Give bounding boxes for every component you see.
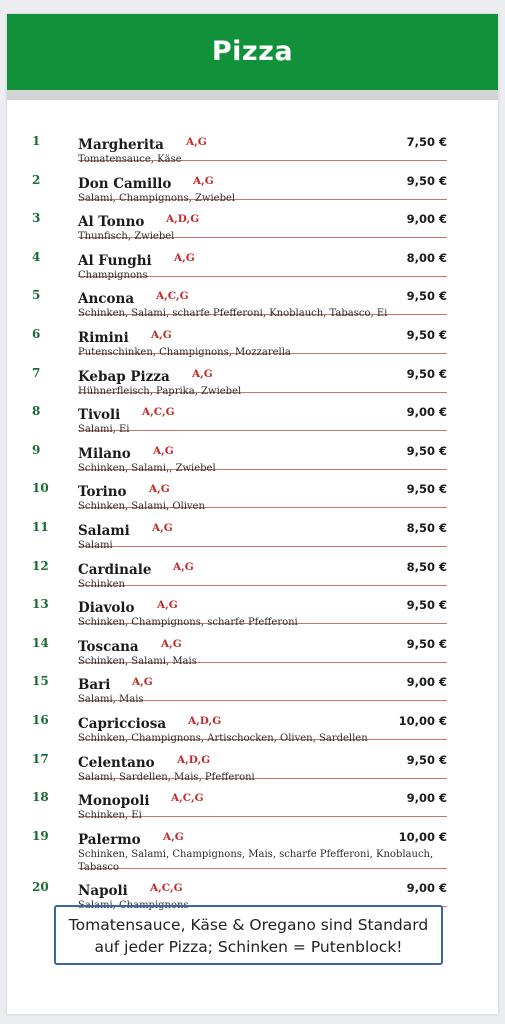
item-description: Salami, Mais xyxy=(78,694,144,706)
item-allergens: A,G xyxy=(132,676,153,689)
item-name: Tivoli xyxy=(78,407,121,424)
category-header xyxy=(7,14,498,100)
item-price: 9,00 € xyxy=(406,212,447,227)
item-name: Salami xyxy=(78,522,130,539)
item-description: Putenschinken, Champignons, Mozzarella xyxy=(78,346,291,358)
item-allergens: A,G xyxy=(151,328,172,341)
item-number: 16 xyxy=(32,712,49,727)
item-number: 6 xyxy=(32,326,41,341)
menu-item xyxy=(32,558,447,590)
item-price: 8,00 € xyxy=(406,250,447,265)
menu-item xyxy=(32,326,447,358)
menu-item xyxy=(32,674,447,706)
menu-item xyxy=(32,211,447,243)
item-name: Al Tonno xyxy=(78,214,145,231)
menu-item xyxy=(32,828,447,873)
menu-item xyxy=(32,288,447,320)
item-allergens: A,D,G xyxy=(166,213,200,226)
item-description: Salami, Sardellen, Mais, Pfefferoni xyxy=(78,771,255,783)
menu-item xyxy=(32,249,447,281)
item-allergens: A,G xyxy=(149,483,170,496)
item-number: 14 xyxy=(32,635,49,650)
item-allergens: A,G xyxy=(186,136,207,148)
item-name: Toscana xyxy=(78,638,139,655)
item-description: Schinken, Salami, Mais xyxy=(78,655,197,667)
item-number: 8 xyxy=(32,404,41,419)
item-name: Monopoli xyxy=(78,793,150,810)
menu-card xyxy=(7,14,498,1014)
item-description: Champignons xyxy=(78,269,148,281)
item-name: Capricciosa xyxy=(78,715,167,732)
item-number: 20 xyxy=(32,880,49,895)
item-name: Bari xyxy=(78,677,111,694)
item-price: 10,00 € xyxy=(398,713,447,728)
item-number: 7 xyxy=(32,365,41,380)
info-note xyxy=(54,905,443,965)
item-name: Milano xyxy=(78,445,131,462)
item-name: Rimini xyxy=(78,329,129,346)
item-allergens: A,D,G xyxy=(177,753,211,766)
item-price: 9,00 € xyxy=(406,675,447,690)
item-number: 17 xyxy=(32,751,49,766)
item-price: 9,50 € xyxy=(406,289,447,304)
menu-item xyxy=(32,519,447,551)
item-name: Margherita xyxy=(78,137,164,153)
item-allergens: A,G xyxy=(193,174,214,187)
item-name: Ancona xyxy=(78,291,135,308)
item-price: 9,50 € xyxy=(406,173,447,188)
item-description: Schinken, Salami,, Zwiebel xyxy=(78,462,216,474)
menu-item xyxy=(32,712,447,744)
item-name: Cardinale xyxy=(78,561,152,578)
item-number: 1 xyxy=(32,134,41,148)
item-allergens: A,G xyxy=(174,251,195,264)
item-price: 9,50 € xyxy=(406,443,447,458)
item-description: Schinken, Salami, Oliven xyxy=(78,501,205,513)
item-name: Torino xyxy=(78,484,127,501)
item-number: 15 xyxy=(32,674,49,689)
info-note-line-2: auf jeder Pizza; Schinken = Putenblock! xyxy=(94,938,403,956)
item-name: Palermo xyxy=(78,831,141,848)
menu-item xyxy=(32,597,447,629)
menu-item xyxy=(32,481,447,513)
item-number: 10 xyxy=(32,481,49,496)
item-price: 9,50 € xyxy=(406,327,447,342)
item-description: Tomatensauce, Käse xyxy=(78,154,182,165)
item-name: Diavolo xyxy=(78,600,135,617)
item-allergens: A,G xyxy=(153,444,174,457)
category-title: Pizza xyxy=(211,36,294,67)
menu-item xyxy=(32,172,447,204)
info-note-line-1: Tomatensauce, Käse & Oregano sind Standard xyxy=(68,916,429,934)
item-price: 9,50 € xyxy=(406,598,447,613)
item-number: 2 xyxy=(32,172,41,187)
item-allergens: A,C,G xyxy=(156,290,189,303)
item-description: Schinken, Ei xyxy=(78,810,142,822)
item-allergens: A,G xyxy=(173,560,194,573)
item-number: 5 xyxy=(32,288,41,303)
menu-list xyxy=(7,134,498,919)
menu-item xyxy=(32,880,447,912)
item-price: 8,50 € xyxy=(406,559,447,574)
item-price: 9,00 € xyxy=(406,881,447,896)
item-name: Kebap Pizza xyxy=(78,368,170,385)
item-description: Schinken, Champignons, Artischocken, Oliven, Sardellen xyxy=(78,732,368,744)
item-number: 18 xyxy=(32,790,49,805)
item-description: Salami xyxy=(78,539,113,551)
item-price: 9,00 € xyxy=(406,791,447,806)
item-description: Salami, Ei xyxy=(78,424,130,436)
item-description: Schinken, Champignons, scharfe Pfefferoni xyxy=(78,617,298,629)
item-number: 19 xyxy=(32,828,49,843)
item-name: Celentano xyxy=(78,754,155,771)
item-price: 9,50 € xyxy=(406,636,447,651)
item-allergens: A,C,G xyxy=(150,882,183,895)
item-number: 13 xyxy=(32,597,49,612)
item-allergens: A,D,G xyxy=(188,714,222,727)
item-allergens: A,G xyxy=(152,521,173,534)
item-number: 11 xyxy=(32,519,49,534)
menu-item xyxy=(32,442,447,474)
item-allergens: A,G xyxy=(161,637,182,650)
item-allergens: A,G xyxy=(163,830,184,843)
item-allergens: A,G xyxy=(192,367,213,380)
item-description: Schinken, Salami, scharfe Pfefferoni, Knoblauch, Tabasco, Ei xyxy=(78,308,388,320)
item-description: Hühnerfleisch, Paprika, Zwiebel xyxy=(78,385,242,397)
item-name: Al Funghi xyxy=(78,252,152,269)
menu-item xyxy=(32,404,447,436)
item-price: 9,00 € xyxy=(406,405,447,420)
item-number: 3 xyxy=(32,211,41,226)
item-number: 4 xyxy=(32,249,41,264)
item-description: Schinken xyxy=(78,578,125,590)
item-number: 9 xyxy=(32,442,41,457)
menu-item xyxy=(32,635,447,667)
item-description: Schinken, Salami, Champignons, Mais, scharfe Pfefferoni, Knoblauch, Tabasco xyxy=(78,848,434,873)
item-name: Napoli xyxy=(78,883,128,900)
item-price: 8,50 € xyxy=(406,520,447,535)
item-price: 7,50 € xyxy=(406,135,447,149)
item-price: 10,00 € xyxy=(398,829,447,844)
menu-item xyxy=(32,790,447,822)
item-allergens: A,G xyxy=(157,599,178,612)
item-price: 9,50 € xyxy=(406,366,447,381)
item-description: Salami, Champignons, Zwiebel xyxy=(78,192,236,204)
item-number: 12 xyxy=(32,558,49,573)
menu-item xyxy=(32,365,447,397)
item-name: Don Camillo xyxy=(78,175,172,192)
item-allergens: A,C,G xyxy=(171,792,204,805)
item-price: 9,50 € xyxy=(406,482,447,497)
menu-item xyxy=(32,134,447,165)
menu-item xyxy=(32,751,447,783)
item-allergens: A,C,G xyxy=(142,406,175,419)
item-description: Salami, Champignons xyxy=(78,900,189,912)
item-description: Thunfisch, Zwiebel xyxy=(78,231,175,243)
item-price: 9,50 € xyxy=(406,752,447,767)
